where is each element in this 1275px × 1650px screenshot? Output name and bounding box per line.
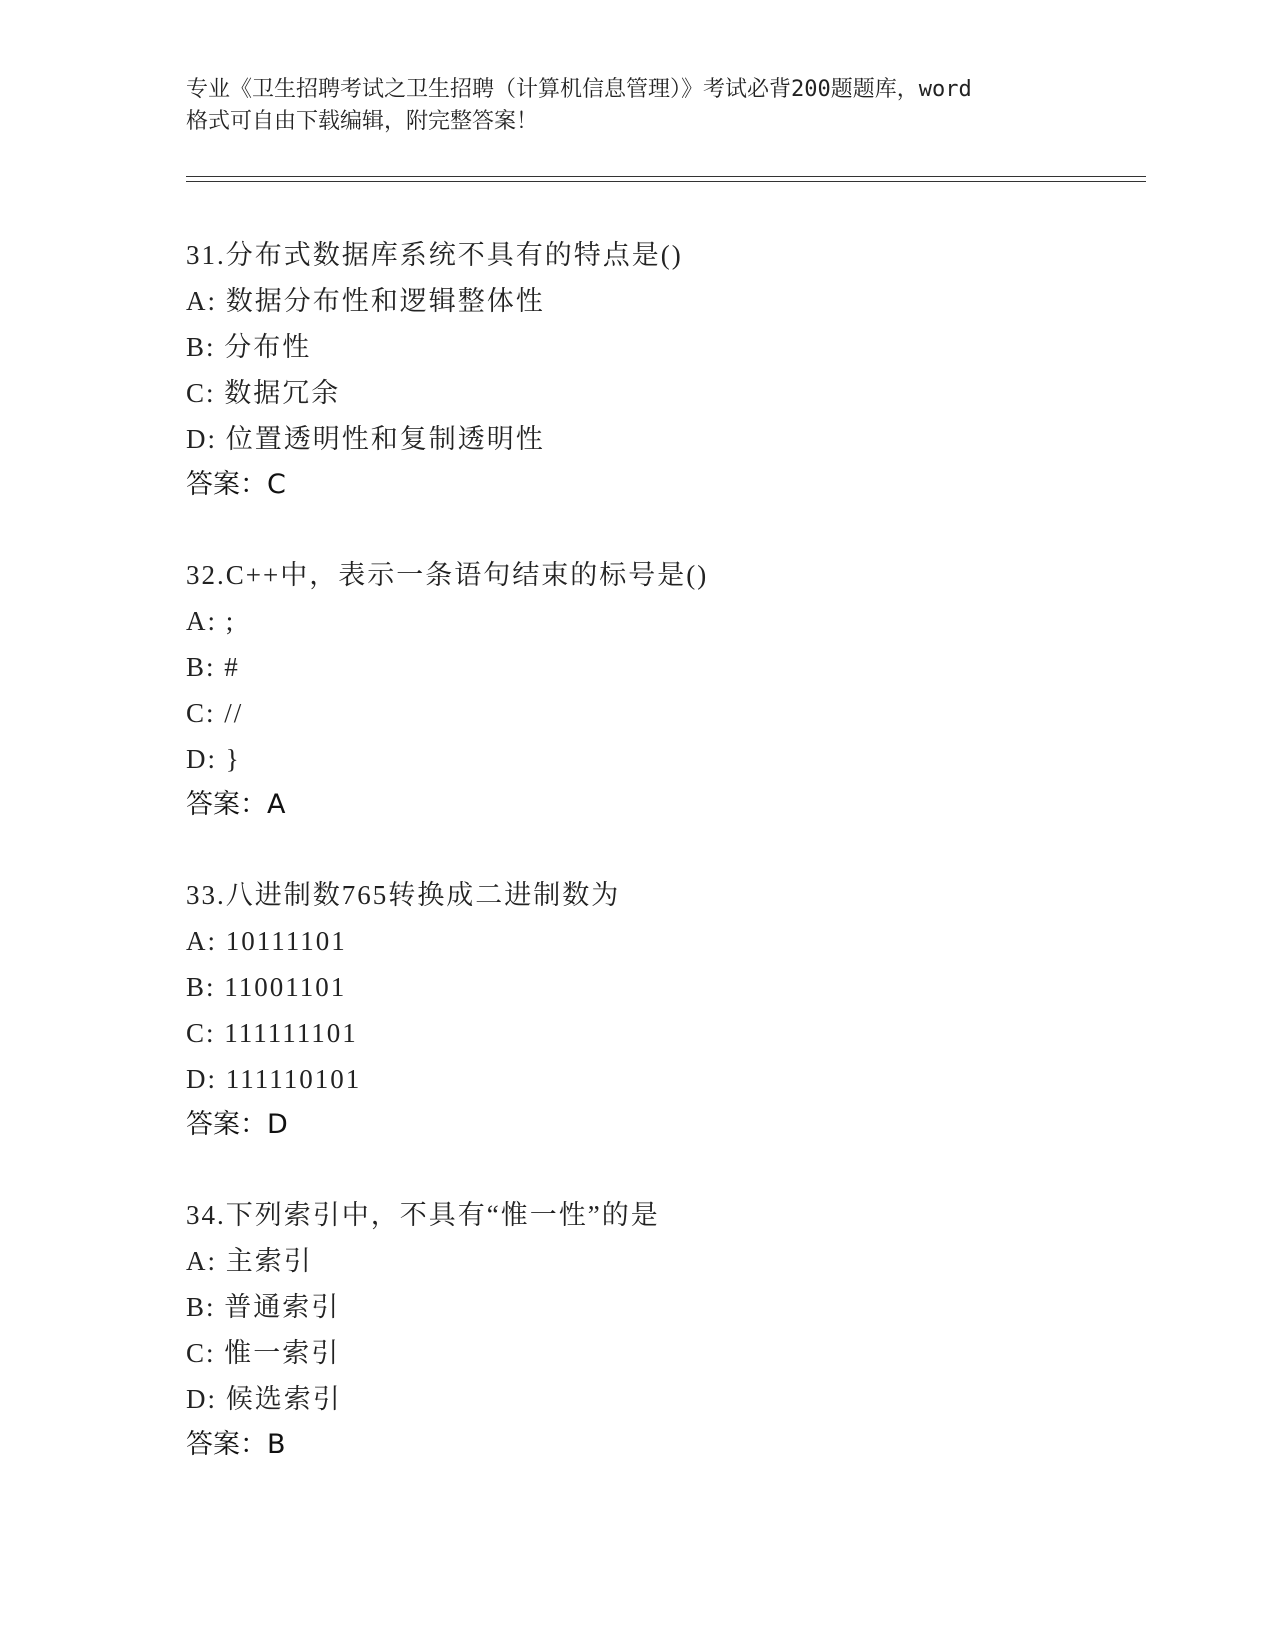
- option-d: D: 候选索引: [186, 1384, 342, 1414]
- option-d: D: 111110101: [186, 1064, 362, 1094]
- document-header: [186, 74, 1086, 138]
- question-title: 33.八进制数765转换成二进制数为: [186, 880, 621, 910]
- option-b: B: 普通索引: [186, 1292, 341, 1322]
- question-title: 31.分布式数据库系统不具有的特点是(): [186, 240, 683, 270]
- option-b: B: #: [186, 652, 240, 682]
- question-34: [186, 1192, 1136, 1468]
- header-divider-bottom: [186, 181, 1146, 182]
- answer: 答案：C: [186, 469, 286, 500]
- question-31: [186, 232, 1136, 508]
- question-32: [186, 552, 1136, 828]
- question-33: [186, 872, 1136, 1148]
- option-a: A: 主索引: [186, 1246, 313, 1276]
- answer: 答案：A: [186, 789, 286, 820]
- header-divider-top: [186, 176, 1146, 177]
- header-line-2: 格式可自由下载编辑，附完整答案！: [186, 109, 539, 134]
- option-c: C: 数据冗余: [186, 378, 341, 408]
- option-a: A: 数据分布性和逻辑整体性: [186, 286, 545, 316]
- option-a: A: ;: [186, 606, 236, 636]
- option-d: D: }: [186, 744, 241, 774]
- option-c: C: 111111101: [186, 1018, 358, 1048]
- option-c: C: //: [186, 698, 244, 728]
- question-title: 32.C++中，表示一条语句结束的标号是(): [186, 560, 709, 590]
- option-b: B: 分布性: [186, 332, 312, 362]
- answer: 答案：D: [186, 1109, 288, 1140]
- question-title: 34.下列索引中，不具有“惟一性”的是: [186, 1200, 660, 1230]
- answer: 答案：B: [186, 1429, 286, 1460]
- header-line-1: 专业《卫生招聘考试之卫生招聘（计算机信息管理）》考试必背200题题库，word: [186, 77, 972, 102]
- option-b: B: 11001101: [186, 972, 347, 1002]
- option-d: D: 位置透明性和复制透明性: [186, 424, 545, 454]
- option-a: A: 10111101: [186, 926, 347, 956]
- option-c: C: 惟一索引: [186, 1338, 341, 1368]
